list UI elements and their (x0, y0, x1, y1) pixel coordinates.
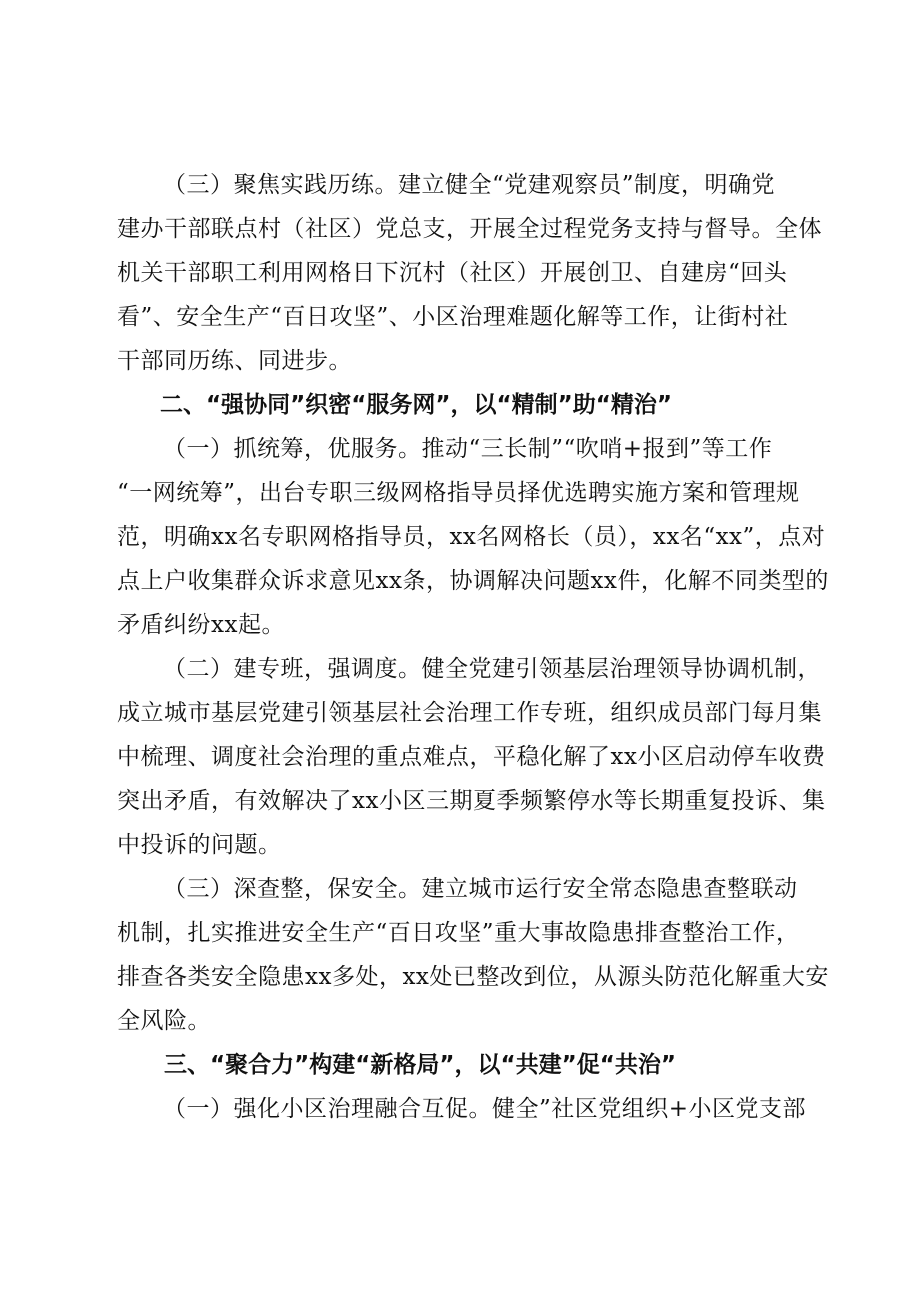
paragraph-line: 中投诉的问题。 (117, 832, 282, 858)
paragraph-line: 突出矛盾，有效解决了xx小区三期夏季频繁停水等长期重复投诉、集 (117, 788, 826, 814)
paragraph-line: “一网统筹”，出台专职三级网格指导员择优选聘实施方案和管理规 (117, 480, 800, 506)
paragraph-line: （二）建专班，强调度。健全党建引领基层治理领导协调机制， (163, 656, 821, 682)
paragraph-line: 机关干部职工利用网格日下沉村（社区）开展创卫、自建房“回头 (117, 260, 788, 286)
paragraph-line: 点上户收集群众诉求意见xx条，协调解决问题xx件，化解不同类型的 (117, 568, 829, 594)
paragraph-line: 中梳理、调度社会治理的重点难点，平稳化解了xx小区启动停车收费 (117, 744, 826, 770)
paragraph-line: （三）深查整，保安全。建立城市运行安全常态隐患查整联动 (163, 876, 798, 902)
paragraph-line: （一）抓统筹，优服务。推动“三长制”“吹哨+报到”等工作 (163, 436, 773, 462)
paragraph-line: （一）强化小区治理融合互促。健全”社区党组织+小区党支部 (163, 1096, 807, 1122)
paragraph-line: 全风险。 (117, 1008, 211, 1034)
paragraph-line: 看”、安全生产“百日攻坚”、小区治理难题化解等工作，让街村社 (117, 304, 789, 330)
section-heading: 二、“强协同”织密“服务网”，以“精制”助“精治” (160, 392, 672, 418)
paragraph-line: （三）聚焦实践历练。建立健全“党建观察员”制度，明确党 (163, 172, 776, 198)
paragraph-line: 成立城市基层党建引领基层社会治理工作专班，组织成员部门每月集 (117, 700, 822, 726)
paragraph-line: 建办干部联点村（社区）党总支，开展全过程党务支持与督导。全体 (117, 216, 822, 242)
paragraph-line: 干部同历练、同进步。 (117, 348, 352, 374)
paragraph-line: 矛盾纠纷xx起。 (117, 612, 285, 638)
section-heading: 三、“聚合力”构建“新格局”，以“共建”促“共治” (164, 1052, 676, 1078)
paragraph-line: 排查各类安全隐患xx多处，xx处已整改到位，从源头防范化解重大安 (117, 964, 829, 990)
paragraph-line: 范，明确xx名专职网格指导员，xx名网格长（员），xx名“xx”，点对 (117, 524, 826, 550)
paragraph-line: 机制，扎实推进安全生产“百日攻坚”重大事故隐患排查整治工作， (117, 920, 800, 946)
